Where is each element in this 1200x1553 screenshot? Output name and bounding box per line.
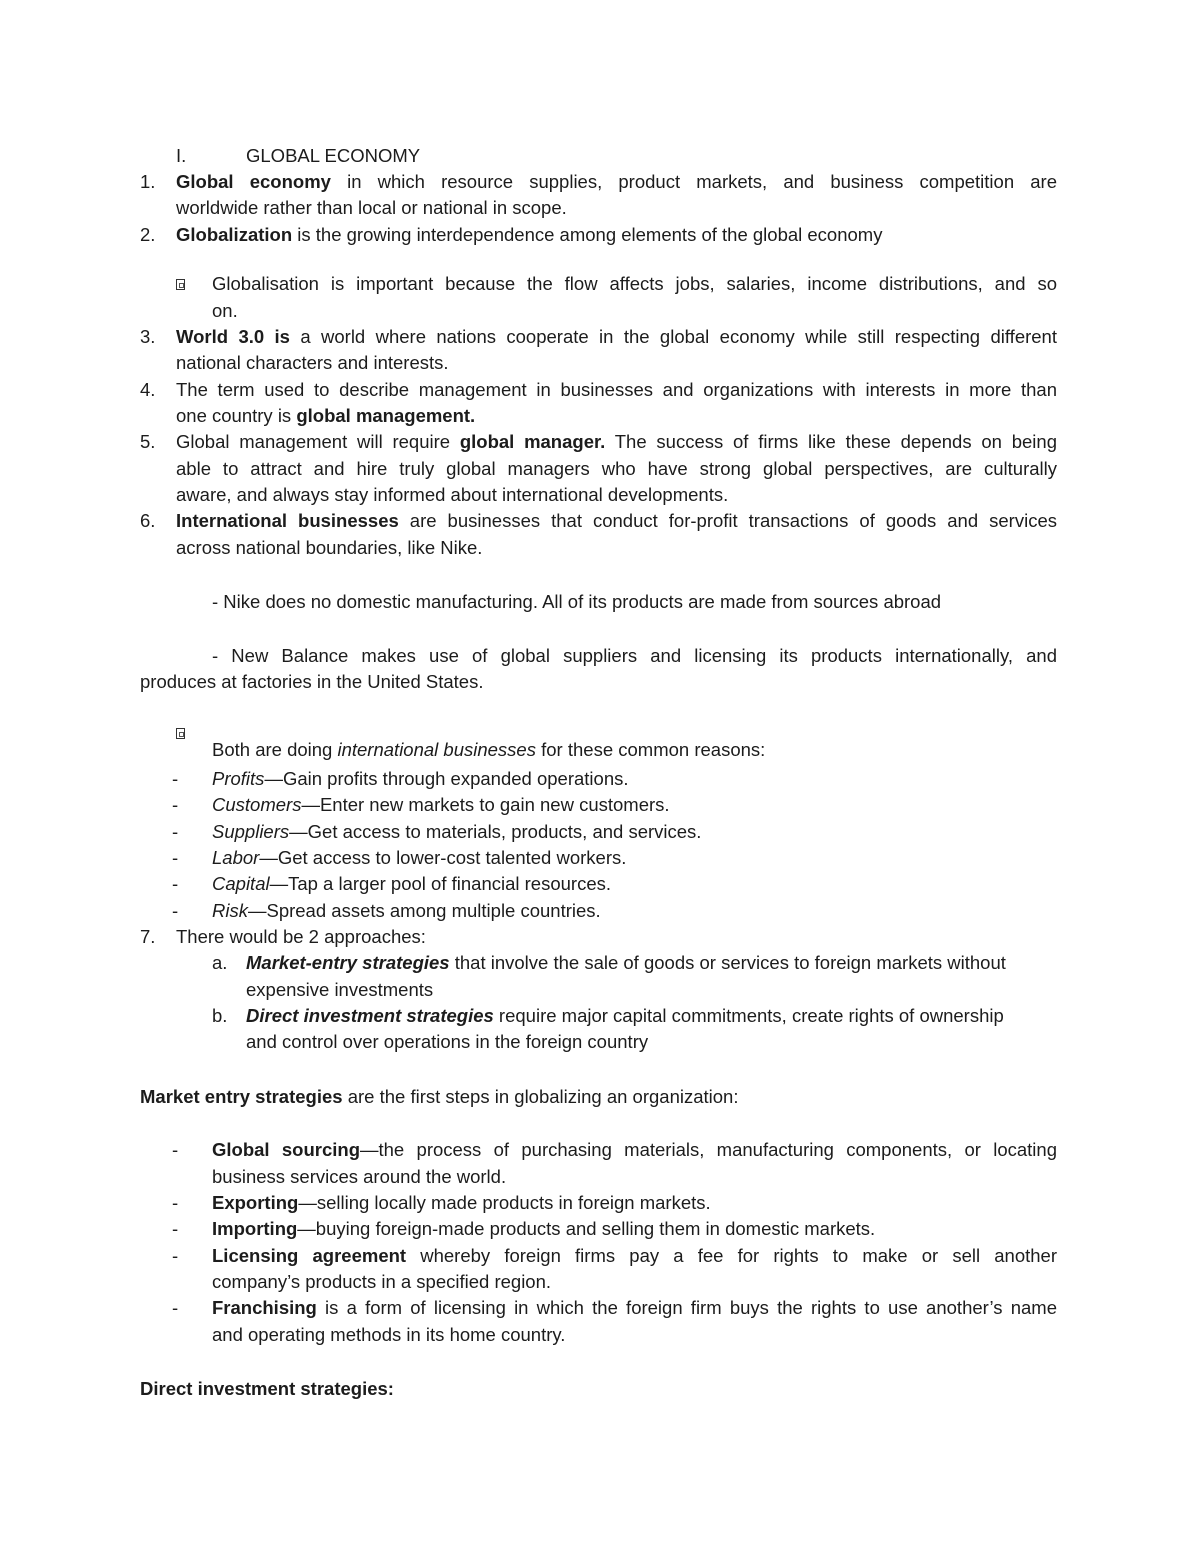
strategy-item: Global sourcing—the process of purchasing materials, manufacturing components, or locating [212, 1139, 1057, 1160]
dash-bullet: - [172, 1192, 179, 1213]
sub-item: Market-entry strategies that involve the sale of goods or services to foreign markets without [246, 952, 1006, 973]
list-item-continuation: one country is global management. [176, 405, 476, 426]
reason-item: Suppliers—Get access to materials, products, and services. [212, 821, 702, 842]
term: Global sourcing [212, 1139, 360, 1160]
term: International businesses [176, 510, 399, 531]
sub-item-continuation: expensive investments [246, 979, 434, 1000]
list-item-continuation: aware, and always stay informed about international developments. [176, 484, 729, 505]
reason-item: Capital—Tap a larger pool of financial resources. [212, 873, 611, 894]
missing-glyph-icon [176, 279, 185, 290]
market-entry-heading: Market entry strategies are the first steps in globalizing an organization: [140, 1086, 739, 1107]
strategy-item: Exporting—selling locally made products in foreign markets. [212, 1192, 711, 1213]
sub-item-continuation: and control over operations in the foreign country [246, 1031, 649, 1052]
strategy-item-continuation: and operating methods in its home country. [212, 1324, 566, 1345]
item-number: 3. [140, 326, 156, 347]
note-text: Globalisation is important because the flow affects jobs, salaries, income distributions, and so [212, 273, 1057, 294]
list-item-continuation: able to attract and hire truly global managers who have strong global perspectives, are culturally [176, 458, 1057, 479]
term: global manager. [459, 431, 606, 452]
term: global management. [296, 405, 476, 426]
strategy-item: Franchising is a form of licensing in which the foreign firm buys the rights to use another’s name [212, 1297, 1057, 1318]
missing-glyph-icon [176, 728, 185, 739]
new-balance-note: - New Balance makes use of global suppliers and licensing its products internationally, and [212, 645, 1057, 666]
dash-bullet: - [172, 1297, 179, 1318]
dash-bullet: - [172, 1218, 179, 1239]
strategy-item: Licensing agreement whereby foreign firms pay a fee for rights to make or sell another [212, 1245, 1057, 1266]
new-balance-note-continuation: produces at factories in the United States. [140, 671, 484, 692]
term: Direct investment strategies [246, 1005, 494, 1026]
term: Global economy [176, 171, 331, 192]
reason-term: Profits [212, 768, 265, 789]
nike-note: - Nike does no domestic manufacturing. All of its products are made from sources abroad [212, 591, 942, 612]
strategy-item: Importing—buying foreign-made products and selling them in domestic markets. [212, 1218, 876, 1239]
list-item-continuation: national characters and interests. [176, 352, 449, 373]
direct-investment-heading: Direct investment strategies: [140, 1378, 394, 1399]
dash-bullet: - [172, 768, 179, 789]
list-item-continuation: worldwide rather than local or national in scope. [176, 197, 567, 218]
reason-term: Labor [212, 847, 260, 868]
reason-term: Suppliers [212, 821, 290, 842]
strategy-item-continuation: company’s products in a specified region. [212, 1271, 552, 1292]
item-number: 1. [140, 171, 156, 192]
note-text-continuation: on. [212, 300, 238, 321]
reasons-intro: Both are doing international businesses for these common reasons: [212, 739, 766, 760]
list-item: The term used to describe management in businesses and organizations with interests in more than [176, 379, 1057, 400]
dash-bullet: - [172, 821, 179, 842]
dash-bullet: - [172, 794, 179, 815]
item-number: 4. [140, 379, 156, 400]
dash-bullet: - [172, 847, 179, 868]
dash-bullet: - [172, 1245, 179, 1266]
reason-item: Customers—Enter new markets to gain new customers. [212, 794, 670, 815]
list-item: Global management will require global manager. The success of firms like these depends on being [176, 431, 1057, 452]
list-item: World 3.0 is a world where nations cooperate in the global economy while still respecting different [176, 326, 1057, 347]
list-item: There would be 2 approaches: [176, 926, 426, 947]
reason-item: Risk—Spread assets among multiple countries. [212, 900, 601, 921]
term: Market-entry strategies [246, 952, 450, 973]
term: Exporting [212, 1192, 299, 1213]
term: Licensing agreement [212, 1245, 407, 1266]
reason-item: Labor—Get access to lower-cost talented workers. [212, 847, 627, 868]
dash-bullet: - [172, 900, 179, 921]
reason-item: Profits—Gain profits through expanded operations. [212, 768, 629, 789]
term: Franchising [212, 1297, 317, 1318]
item-number: 5. [140, 431, 156, 452]
sub-item: Direct investment strategies require major capital commitments, create rights of ownership [246, 1005, 1004, 1026]
term: Importing [212, 1218, 298, 1239]
reason-term: Risk [212, 900, 248, 921]
reason-term: Customers [212, 794, 302, 815]
list-item: Globalization is the growing interdependence among elements of the global economy [176, 224, 883, 245]
list-item: International businesses are businesses that conduct for-profit transactions of goods and services [176, 510, 1057, 531]
sub-item-letter: b. [212, 1005, 228, 1026]
term: World 3.0 is [176, 326, 290, 347]
dash-bullet: - [172, 1139, 179, 1160]
list-item-continuation: across national boundaries, like Nike. [176, 537, 483, 558]
reason-term: Capital [212, 873, 270, 894]
list-item: Global economy in which resource supplies, product markets, and business competition are [176, 171, 1057, 192]
dash-bullet: - [172, 873, 179, 894]
item-number: 7. [140, 926, 156, 947]
section-title: GLOBAL ECONOMY [246, 145, 421, 166]
strategy-item-continuation: business services around the world. [212, 1166, 507, 1187]
term: Globalization [176, 224, 293, 245]
section-number: I. [176, 145, 187, 166]
sub-item-letter: a. [212, 952, 228, 973]
item-number: 2. [140, 224, 156, 245]
item-number: 6. [140, 510, 156, 531]
